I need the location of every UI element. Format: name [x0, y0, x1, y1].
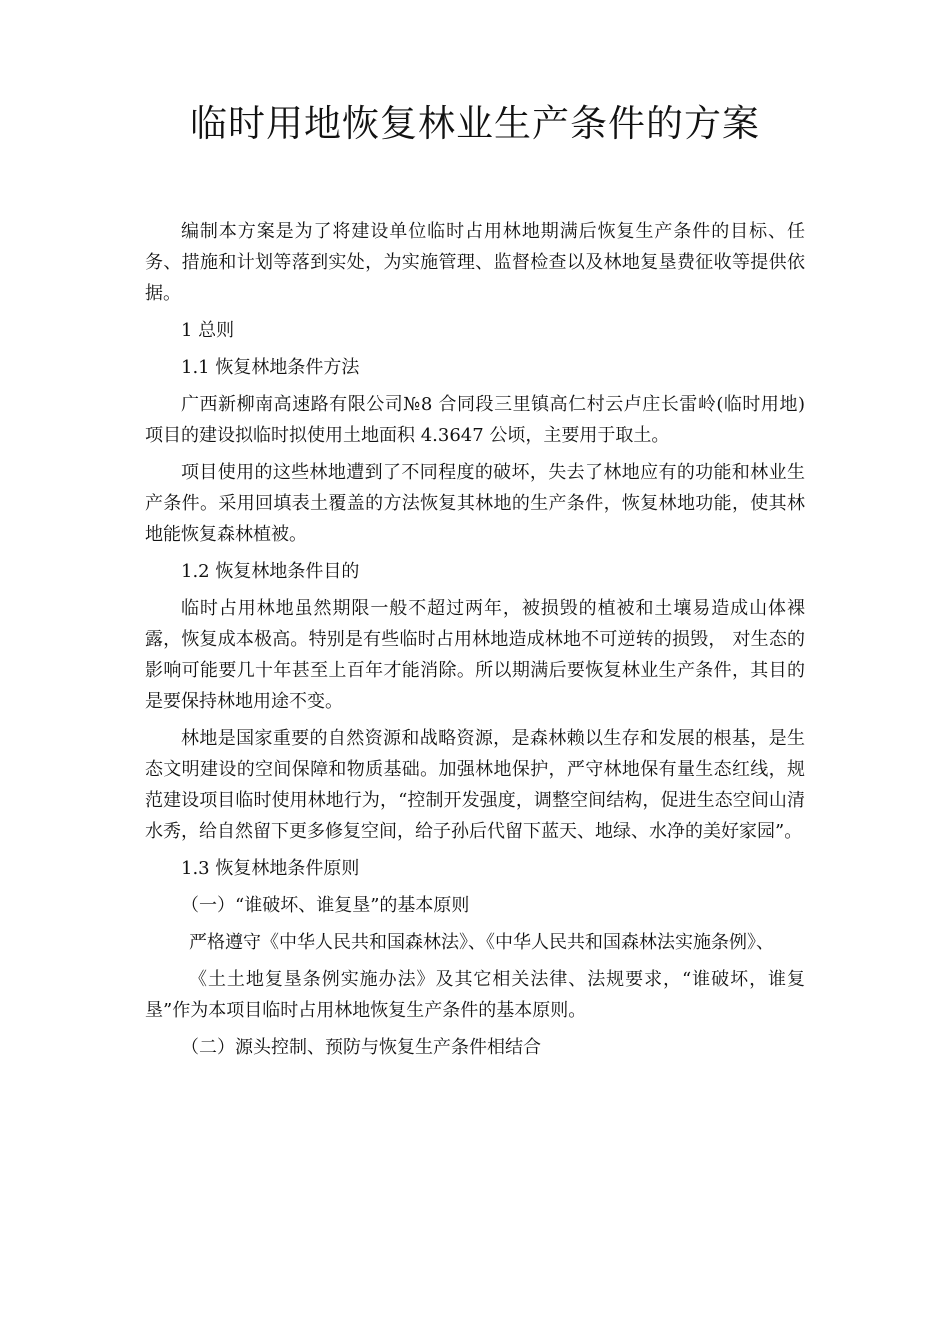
section-heading-1-1: 1.1 恢复林地条件方法: [181, 357, 360, 378]
principle-heading-2: （二）源头控制、预防与恢复生产条件相结合: [181, 1037, 541, 1058]
section-heading-1-3: 1.3 恢复林地条件原则: [181, 858, 360, 879]
paragraph-forest-resources: 林地是国家重要的自然资源和战略资源，是森林赖以生存和发展的根基，是生态文明建设的空间保障和物质基础。加强林地保护，严守林地保有量生态红线，规范建设项目临时使用林地行为，“控制开发强度，调整空间结构，促进生态空间山清水秀，给自然留下更多修复空间，给子孙后代留下蓝天、地绿、水净的美好家园”。: [145, 728, 805, 842]
principle-heading-1: （一）“谁破坏、谁复垦”的基本原则: [181, 895, 470, 916]
paragraph-restoration-method: 项目使用的这些林地遭到了不同程度的破坏，失去了林地应有的功能和林业生产条件。采用回填表土覆盖的方法恢复其林地的生产条件，恢复林地功能，使其林地能恢复森林植被。: [145, 462, 805, 545]
paragraph-restoration-purpose: 临时占用林地虽然期限一般不超过两年，被损毁的植被和土壤易造成山体裸露，恢复成本极高。特别是有些临时占用林地造成林地不可逆转的损毁， 对生态的影响可能要几十年甚至上百年才能消除。所以期满后要恢复林业生产条件，其目的是要保持林地用途不变。: [145, 598, 805, 712]
section-heading-general: 1 总则: [181, 320, 235, 341]
document-body: [145, 216, 805, 1069]
section-heading-1-2: 1.2 恢复林地条件目的: [181, 561, 360, 582]
paragraph-project-land: 广西新柳南高速路有限公司№8 合同段三里镇高仁村云卢庄长雷岭(临时用地)项目的建设拟临时拟使用土地面积 4.3647 公顷，主要用于取土。: [145, 394, 805, 446]
document-title: 临时用地恢复林业生产条件的方案: [190, 102, 760, 145]
paragraph-principle-basic: 《土土地复垦条例实施办法》及其它相关法律、法规要求，“谁破坏，谁复垦”作为本项目临时占用林地恢复生产条件的基本原则。: [145, 969, 805, 1021]
paragraph-laws-line: 严格遵守《中华人民共和国森林法》、《中华人民共和国森林法实施条例》、: [189, 932, 774, 953]
intro-paragraph: 编制本方案是为了将建设单位临时占用林地期满后恢复生产条件的目标、任务、措施和计划等落到实处，为实施管理、监督检查以及林地复垦费征收等提供依据。: [145, 221, 805, 304]
